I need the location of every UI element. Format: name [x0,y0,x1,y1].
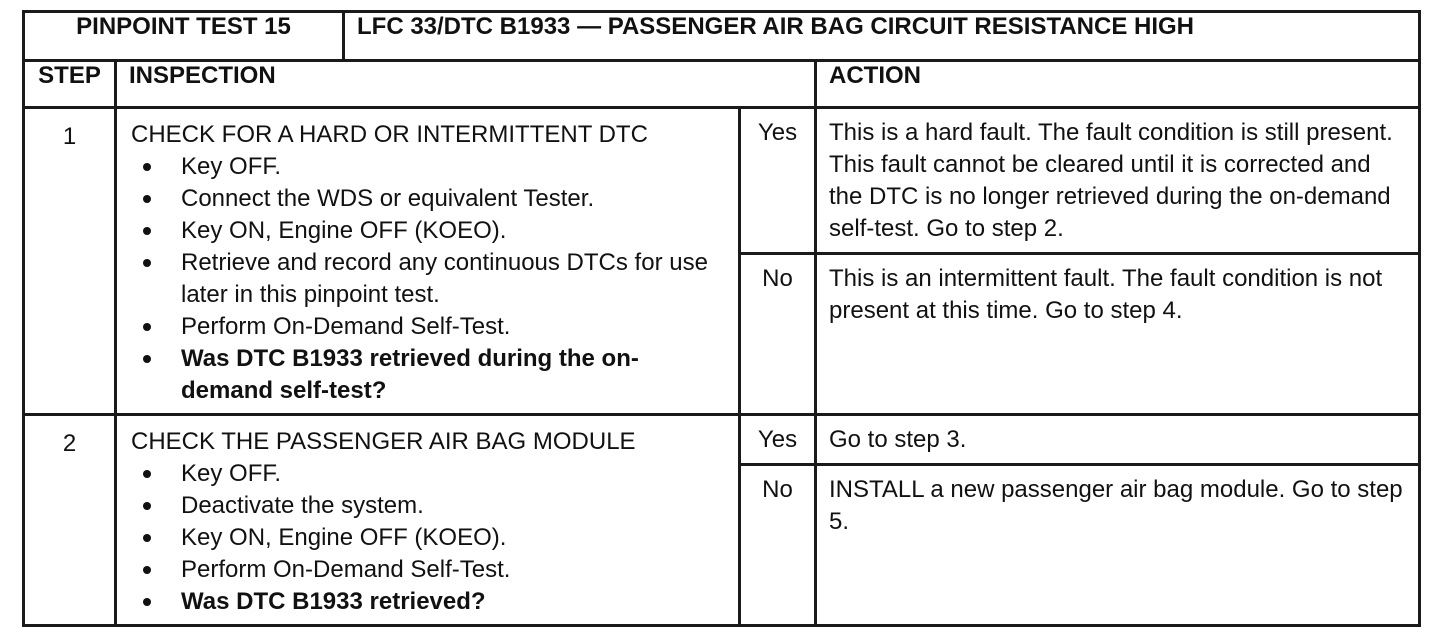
bullet-icon [143,195,151,203]
bullet-icon [143,227,151,235]
bullet-icon [143,355,151,363]
bullet-icon [143,502,151,510]
inspection-list [131,151,730,407]
bullet-icon [143,470,151,478]
inspection-question: Was DTC B1933 retrieved? [131,586,730,618]
column-header-row [24,61,1420,108]
yes-label: Yes [740,415,816,465]
inspection-item: Key OFF. [131,151,730,183]
inspection-item: Perform On-Demand Self-Test. [131,311,730,343]
no-label: No [740,253,816,414]
bullet-icon [143,163,151,171]
bullet-icon [143,534,151,542]
inspection-item: Connect the WDS or equivalent Tester. [131,183,730,215]
step-1-yes-row [24,108,1420,254]
no-action: INSTALL a new passenger air bag module. Go to step 5. [816,464,1420,625]
yes-label: Yes [740,108,816,254]
inspection-item: Key ON, Engine OFF (KOEO). [131,522,730,554]
pinpoint-test-table [22,10,1421,627]
test-number: PINPOINT TEST 15 [24,12,344,61]
step-1-inspection [116,108,740,415]
test-title: LFC 33/DTC B1933 — PASSENGER AIR BAG CIRCUIT RESISTANCE HIGH [344,12,1420,61]
title-row [24,12,1420,61]
inspection-item: Key ON, Engine OFF (KOEO). [131,215,730,247]
inspection-item: Deactivate the system. [131,490,730,522]
bullet-icon [143,566,151,574]
no-label: No [740,464,816,625]
inspection-title: CHECK FOR A HARD OR INTERMITTENT DTC [131,121,648,148]
inspection-question: Was DTC B1933 retrieved during the on-demand self-test? [131,343,730,407]
inspection-item: Retrieve and record any continuous DTCs for use later in this pinpoint test. [131,247,730,311]
pinpoint-test-document [22,10,1421,627]
bullet-icon [143,259,151,267]
action-column-header: ACTION [816,61,1420,108]
inspection-title: CHECK THE PASSENGER AIR BAG MODULE [131,428,636,455]
step-2-inspection [116,415,740,626]
yes-action: Go to step 3. [816,415,1420,465]
step-number: 1 [24,108,116,415]
inspection-item: Key OFF. [131,458,730,490]
step-2-yes-row [24,415,1420,465]
no-action: This is an intermittent fault. The fault condition is not present at this time. Go to step 4. [816,253,1420,414]
step-column-header: STEP [24,61,116,108]
bullet-icon [143,323,151,331]
inspection-column-header: INSPECTION [116,61,816,108]
inspection-item: Perform On-Demand Self-Test. [131,554,730,586]
inspection-list [131,458,730,618]
bullet-icon [143,598,151,606]
yes-action: This is a hard fault. The fault condition is still present. This fault cannot be cleared until it is corrected and the DTC is no longer retrieved during the on-demand self-test. Go to step 2. [816,108,1420,254]
step-number: 2 [24,415,116,626]
